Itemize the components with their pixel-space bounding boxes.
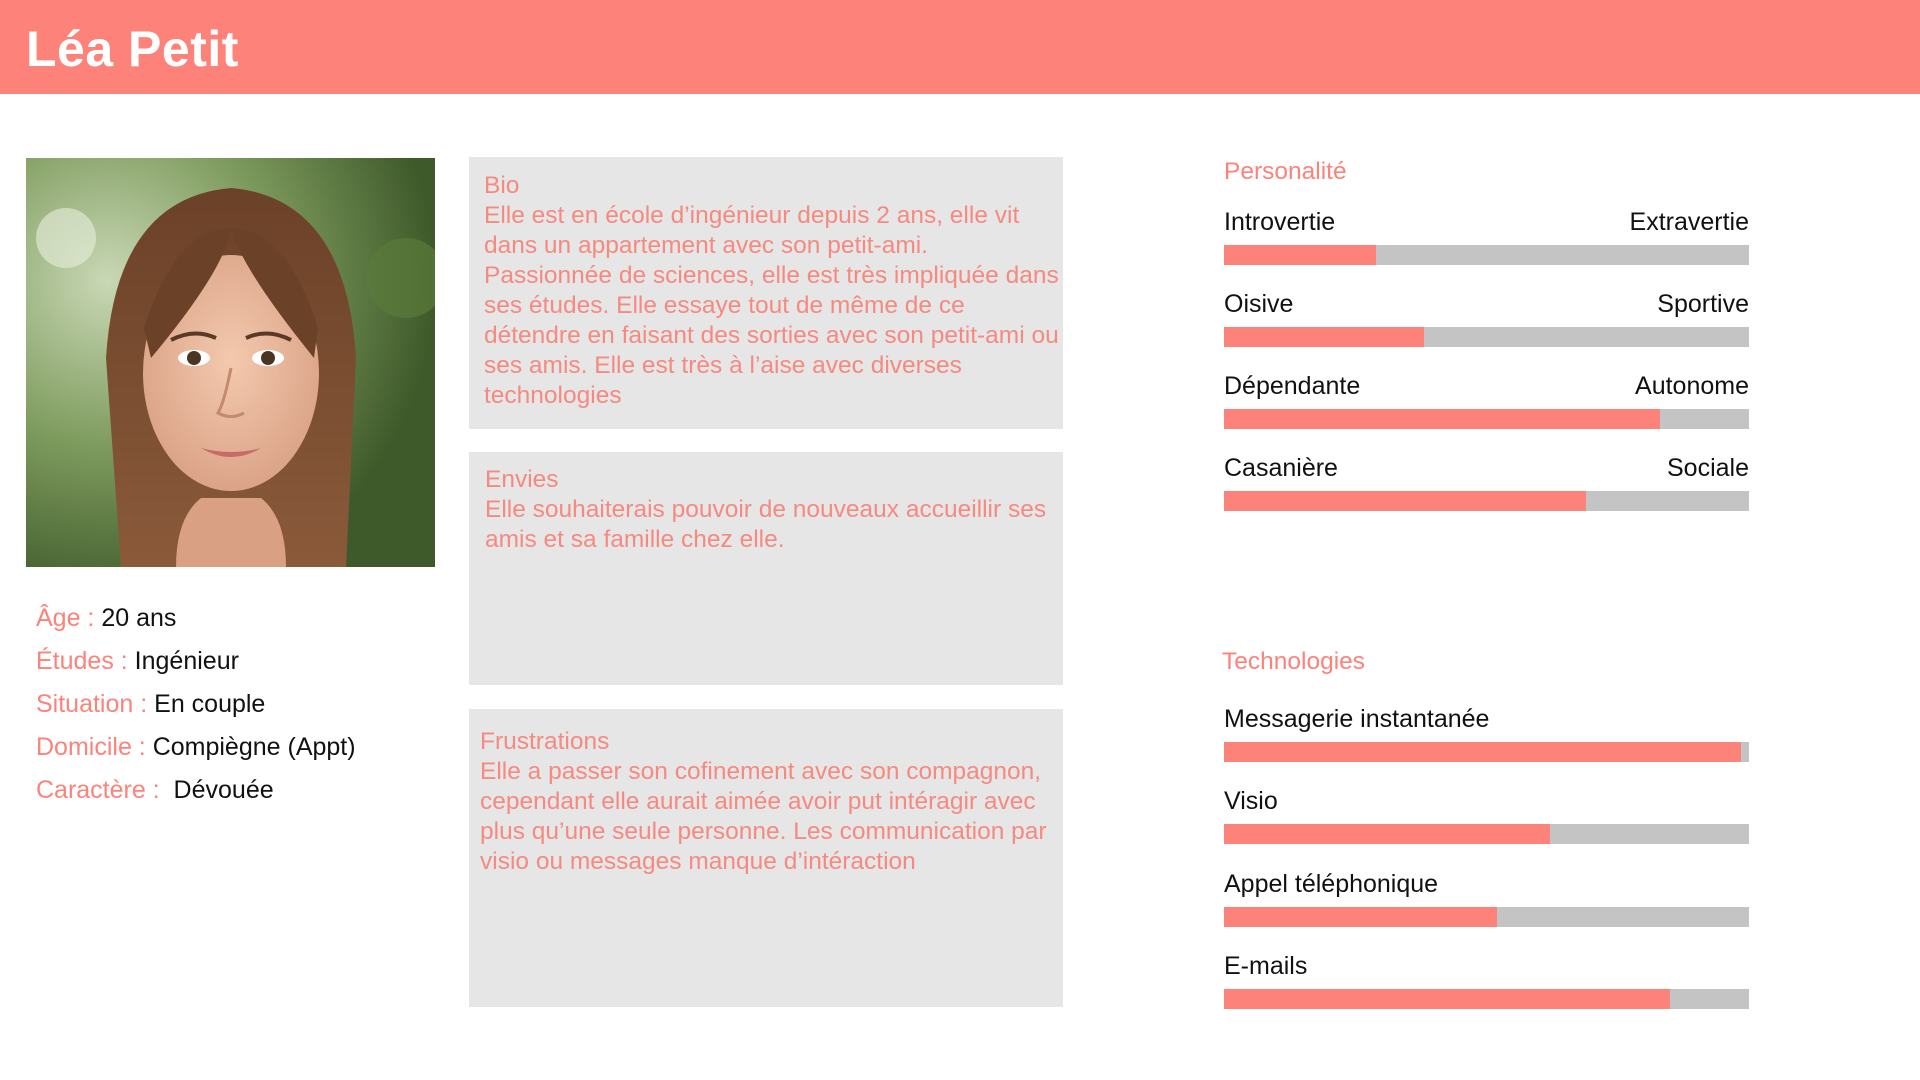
- scale-bar-fill: [1224, 491, 1586, 511]
- scale-bar: [1224, 491, 1749, 511]
- technology-bar-fill: [1224, 907, 1497, 927]
- technology-label: Messagerie instantanée: [1224, 705, 1490, 733]
- envies-text: Elle souhaiterais pouvoir de nouveaux accueillir ses amis et sa famille chez elle.: [485, 496, 1047, 553]
- frustrations-text: Elle a passer son cofinement avec son compagnon, cependant elle aurait aimée avoir put intéragir avec plus qu’une seule personne. Les communication par visio ou messages manque d’intéraction: [480, 758, 1047, 875]
- scale-right-label: Sociale: [1667, 454, 1749, 482]
- technology-scale: [1224, 951, 1749, 981]
- info-value: Ingénieur: [134, 647, 239, 675]
- envies-box: [469, 452, 1063, 685]
- scale-labels: [1224, 371, 1749, 401]
- technology-bar-fill: [1224, 824, 1550, 844]
- technologies-title: Technologies: [1222, 648, 1366, 675]
- scale-right-label: Sportive: [1657, 290, 1749, 318]
- info-row-domicile: [36, 726, 356, 769]
- scale-labels: [1224, 289, 1749, 319]
- info-row-situation: [36, 683, 356, 726]
- technology-label: Appel téléphonique: [1224, 870, 1439, 898]
- scale-left-label: Introvertie: [1224, 208, 1336, 236]
- personality-scale: [1224, 289, 1749, 319]
- technology-label: Visio: [1224, 787, 1278, 815]
- frustrations-box: [469, 709, 1063, 1007]
- technology-scale: [1224, 869, 1749, 899]
- info-key: Études :: [36, 647, 135, 675]
- info-value: Dévouée: [166, 776, 274, 804]
- info-row-age: [36, 597, 356, 640]
- scale-bar: [1224, 245, 1749, 265]
- scale-left-label: Dépendante: [1224, 372, 1361, 400]
- frustrations-title: Frustrations: [480, 728, 610, 755]
- scale-bar-fill: [1224, 409, 1660, 429]
- technology-bar: [1224, 824, 1749, 844]
- technology-bar: [1224, 742, 1749, 762]
- scale-labels: [1224, 453, 1749, 483]
- scale-bar-fill: [1224, 327, 1424, 347]
- scale-right-label: Autonome: [1635, 372, 1749, 400]
- personality-scale: [1224, 207, 1749, 237]
- envies-title: Envies: [485, 466, 559, 493]
- scale-labels: [1224, 869, 1749, 899]
- scale-bar: [1224, 409, 1749, 429]
- scale-left-label: Oisive: [1224, 290, 1294, 318]
- header-banner: [0, 0, 1920, 94]
- scale-labels: [1224, 951, 1749, 981]
- scale-bar-fill: [1224, 245, 1376, 265]
- info-row-caractere: [36, 769, 356, 812]
- scale-labels: [1224, 704, 1749, 734]
- info-value: En couple: [154, 690, 266, 718]
- scale-bar: [1224, 327, 1749, 347]
- scale-labels: [1224, 207, 1749, 237]
- info-key: Domicile :: [36, 733, 153, 761]
- info-key: Situation :: [36, 690, 155, 718]
- technology-bar-fill: [1224, 742, 1741, 762]
- info-key: Caractère :: [36, 776, 167, 804]
- scale-right-label: Extravertie: [1629, 208, 1749, 236]
- scale-labels: [1224, 786, 1749, 816]
- info-value: Compiègne (Appt): [152, 733, 356, 761]
- technology-scale: [1224, 786, 1749, 816]
- personality-scale: [1224, 453, 1749, 483]
- bio-text: Elle est en école d’ingénieur depuis 2 ans, elle vit dans un appartement avec son petit-ami. Passionnée de sciences, elle est très impliquée dans ses études. Elle essaye tout de même de ce détendre en faisant des sorties avec son petit-ami ou ses amis. Elle est très à l’aise avec diverses technologies: [484, 202, 1059, 409]
- technology-bar: [1224, 989, 1749, 1009]
- info-row-etudes: [36, 640, 356, 683]
- technology-label: E-mails: [1224, 952, 1308, 980]
- technology-bar: [1224, 907, 1749, 927]
- scale-left-label: Casanière: [1224, 454, 1338, 482]
- technology-bar-fill: [1224, 989, 1670, 1009]
- bio-box: [469, 157, 1063, 429]
- info-list: [36, 597, 356, 812]
- personality-scale: [1224, 371, 1749, 401]
- persona-name: Léa Petit: [26, 21, 239, 77]
- personality-title: Personalité: [1224, 158, 1347, 185]
- bio-title: Bio: [484, 172, 520, 199]
- technology-scale: [1224, 704, 1749, 734]
- info-value: 20 ans: [101, 604, 177, 632]
- info-key: Âge :: [36, 604, 102, 632]
- persona-photo: [26, 158, 435, 567]
